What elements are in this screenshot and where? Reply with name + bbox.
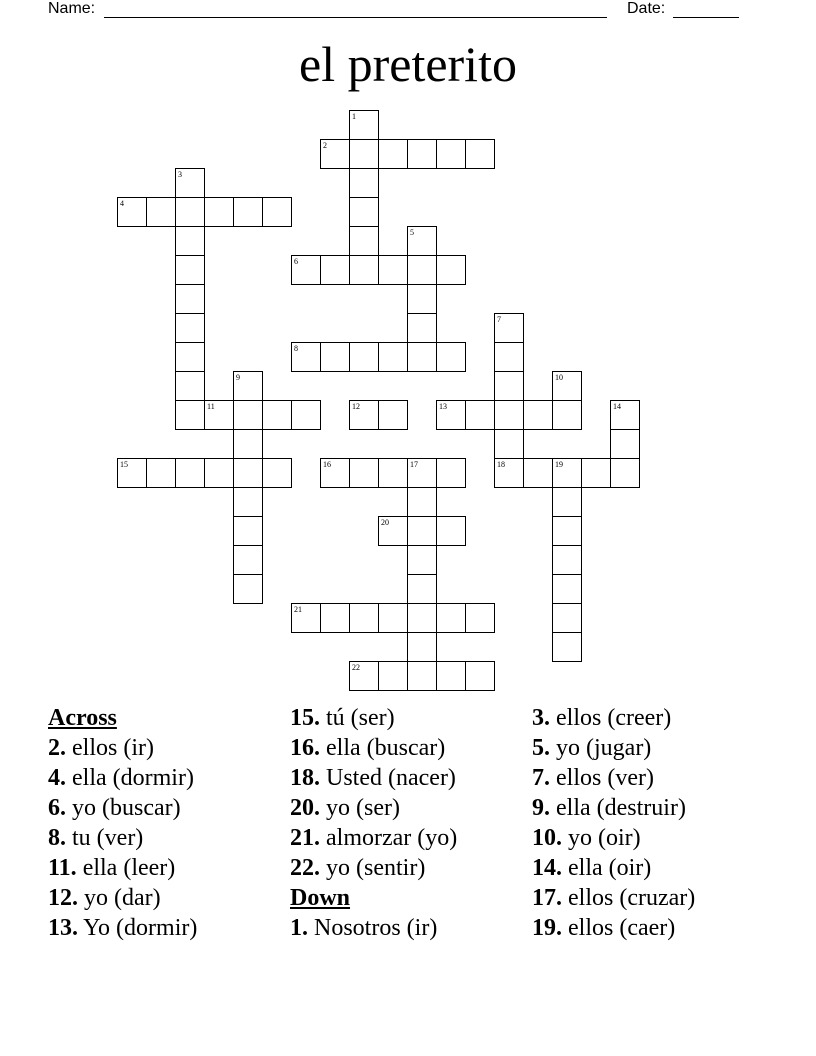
- crossword-cell[interactable]: [436, 516, 466, 546]
- cell-number-11: 11: [207, 402, 215, 411]
- clue-column-1: [48, 703, 197, 943]
- clue-across-4: 4. ella (dormir): [48, 765, 194, 791]
- crossword-cell[interactable]: [552, 574, 582, 604]
- date-label: Date:: [627, 0, 666, 17]
- cell-number-15: 15: [120, 460, 128, 469]
- crossword-cell[interactable]: [349, 226, 379, 256]
- clue-down-1: 1. Nosotros (ir): [290, 915, 438, 941]
- crossword-cell[interactable]: [610, 429, 640, 459]
- clue-across-8: 8. tu (ver): [48, 825, 144, 851]
- clue-down-7: 7. ellos (ver): [532, 765, 654, 791]
- crossword-cell[interactable]: [465, 661, 495, 691]
- crossword-cell[interactable]: [175, 458, 205, 488]
- clue-down-19: 19. ellos (caer): [532, 915, 676, 941]
- clue-column-2: [290, 703, 457, 943]
- across-heading: Across: [48, 705, 117, 731]
- crossword-cell[interactable]: [436, 342, 466, 372]
- crossword-cell[interactable]: [349, 168, 379, 198]
- crossword-cell[interactable]: [204, 458, 234, 488]
- clue-across-11: 11. ella (leer): [48, 855, 176, 881]
- crossword-cell[interactable]: [320, 255, 350, 285]
- cell-number-20: 20: [381, 518, 389, 527]
- crossword-cell[interactable]: [233, 429, 263, 459]
- crossword-cell[interactable]: [233, 487, 263, 517]
- cell-number-21: 21: [294, 605, 302, 614]
- crossword-cell[interactable]: [407, 487, 437, 517]
- crossword-cell[interactable]: [407, 661, 437, 691]
- crossword-cell[interactable]: [378, 255, 408, 285]
- clue-across-12: 12. yo (dar): [48, 885, 161, 911]
- crossword-cell[interactable]: [175, 400, 205, 430]
- clue-column-3: [532, 703, 695, 943]
- crossword-cell[interactable]: [436, 255, 466, 285]
- cell-number-10: 10: [555, 373, 563, 382]
- cell-number-3: 3: [178, 170, 182, 179]
- crossword-cell[interactable]: [349, 139, 379, 169]
- name-label: Name:: [48, 0, 96, 17]
- crossword-cell[interactable]: [233, 400, 263, 430]
- crossword-cell[interactable]: [610, 458, 640, 488]
- cell-number-7: 7: [497, 315, 501, 324]
- crossword-cell[interactable]: [175, 284, 205, 314]
- cell-number-13: 13: [439, 402, 447, 411]
- crossword-cell[interactable]: [523, 400, 553, 430]
- cell-number-5: 5: [410, 228, 414, 237]
- crossword-cell[interactable]: [407, 139, 437, 169]
- crossword-cell[interactable]: [175, 313, 205, 343]
- crossword-cell[interactable]: [552, 487, 582, 517]
- crossword-cell[interactable]: [378, 139, 408, 169]
- clue-down-14: 14. ella (oir): [532, 855, 652, 881]
- clue-across-18: 18. Usted (nacer): [290, 765, 456, 791]
- crossword-cell[interactable]: [552, 603, 582, 633]
- crossword-cell[interactable]: [465, 139, 495, 169]
- clue-across-6: 6. yo (buscar): [48, 795, 181, 821]
- crossword-cell[interactable]: [320, 342, 350, 372]
- crossword-cell[interactable]: [146, 458, 176, 488]
- crossword-cell[interactable]: [436, 661, 466, 691]
- crossword-cell[interactable]: [349, 603, 379, 633]
- crossword-cell[interactable]: [378, 400, 408, 430]
- crossword-cell[interactable]: [233, 197, 263, 227]
- clue-down-10: 10. yo (oir): [532, 825, 641, 851]
- crossword-cell[interactable]: [407, 516, 437, 546]
- crossword-cell[interactable]: [378, 342, 408, 372]
- cell-number-18: 18: [497, 460, 505, 469]
- crossword-cell[interactable]: [494, 371, 524, 401]
- crossword-cell[interactable]: [465, 603, 495, 633]
- cell-number-14: 14: [613, 402, 621, 411]
- cell-number-2: 2: [323, 141, 327, 150]
- crossword-cell[interactable]: [146, 197, 176, 227]
- crossword-cell[interactable]: [407, 632, 437, 662]
- crossword-cell[interactable]: [407, 342, 437, 372]
- crossword-cell[interactable]: [233, 516, 263, 546]
- crossword-cell[interactable]: [378, 661, 408, 691]
- crossword-cell[interactable]: [407, 603, 437, 633]
- crossword-cell[interactable]: [320, 603, 350, 633]
- crossword-cell[interactable]: [233, 458, 263, 488]
- crossword-cell[interactable]: [552, 545, 582, 575]
- cell-number-17: 17: [410, 460, 418, 469]
- clue-down-3: 3. ellos (creer): [532, 705, 672, 731]
- crossword-cell[interactable]: [349, 458, 379, 488]
- crossword-cell[interactable]: [407, 545, 437, 575]
- cell-number-6: 6: [294, 257, 298, 266]
- crossword-cell[interactable]: [175, 342, 205, 372]
- crossword-cell[interactable]: [262, 197, 292, 227]
- crossword-cell[interactable]: [175, 197, 205, 227]
- crossword-cell[interactable]: [523, 458, 553, 488]
- crossword-cell[interactable]: [436, 139, 466, 169]
- clue-across-20: 20. yo (ser): [290, 795, 400, 821]
- page-title: el preterito: [299, 36, 517, 92]
- crossword-cell[interactable]: [175, 255, 205, 285]
- crossword-cell[interactable]: [436, 603, 466, 633]
- crossword-cell[interactable]: [407, 284, 437, 314]
- crossword-cell[interactable]: [552, 632, 582, 662]
- cell-number-8: 8: [294, 344, 298, 353]
- crossword-cell[interactable]: [233, 545, 263, 575]
- crossword-cell[interactable]: [407, 574, 437, 604]
- cell-number-12: 12: [352, 402, 360, 411]
- clue-across-15: 15. tú (ser): [290, 705, 395, 731]
- crossword-cell[interactable]: [291, 400, 321, 430]
- crossword-cell[interactable]: [378, 603, 408, 633]
- crossword-cell[interactable]: [436, 458, 466, 488]
- clue-down-5: 5. yo (jugar): [532, 735, 652, 761]
- crossword-cell[interactable]: [552, 516, 582, 546]
- crossword-cell[interactable]: [349, 197, 379, 227]
- crossword-cell[interactable]: [262, 400, 292, 430]
- crossword-cell[interactable]: [349, 255, 379, 285]
- cell-number-1: 1: [352, 112, 356, 121]
- crossword-cell[interactable]: [494, 429, 524, 459]
- crossword-cell[interactable]: [581, 458, 611, 488]
- cell-number-16: 16: [323, 460, 331, 469]
- cell-number-4: 4: [120, 199, 124, 208]
- clue-down-17: 17. ellos (cruzar): [532, 885, 696, 911]
- cell-number-22: 22: [352, 663, 360, 672]
- clue-down-9: 9. ella (destruir): [532, 795, 686, 821]
- crossword-cell[interactable]: [349, 342, 379, 372]
- clue-across-21: 21. almorzar (yo): [290, 825, 458, 851]
- crossword-cell[interactable]: [233, 574, 263, 604]
- cell-number-9: 9: [236, 373, 240, 382]
- down-heading: Down: [290, 885, 351, 911]
- crossword-cell[interactable]: [378, 458, 408, 488]
- clue-across-22: 22. yo (sentir): [290, 855, 426, 881]
- crossword-cell[interactable]: [262, 458, 292, 488]
- clue-across-2: 2. ellos (ir): [48, 735, 154, 761]
- crossword-cell[interactable]: [552, 400, 582, 430]
- crossword-cell[interactable]: [175, 371, 205, 401]
- crossword-cell[interactable]: [494, 400, 524, 430]
- clue-across-16: 16. ella (buscar): [290, 735, 446, 761]
- crossword-cell[interactable]: [407, 313, 437, 343]
- crossword-cell[interactable]: [407, 255, 437, 285]
- crossword-cell[interactable]: [465, 400, 495, 430]
- clue-across-13: 13. Yo (dormir): [48, 915, 198, 941]
- cell-number-19: 19: [555, 460, 563, 469]
- crossword-cell[interactable]: [494, 342, 524, 372]
- crossword-cell[interactable]: [204, 197, 234, 227]
- crossword-cell[interactable]: [175, 226, 205, 256]
